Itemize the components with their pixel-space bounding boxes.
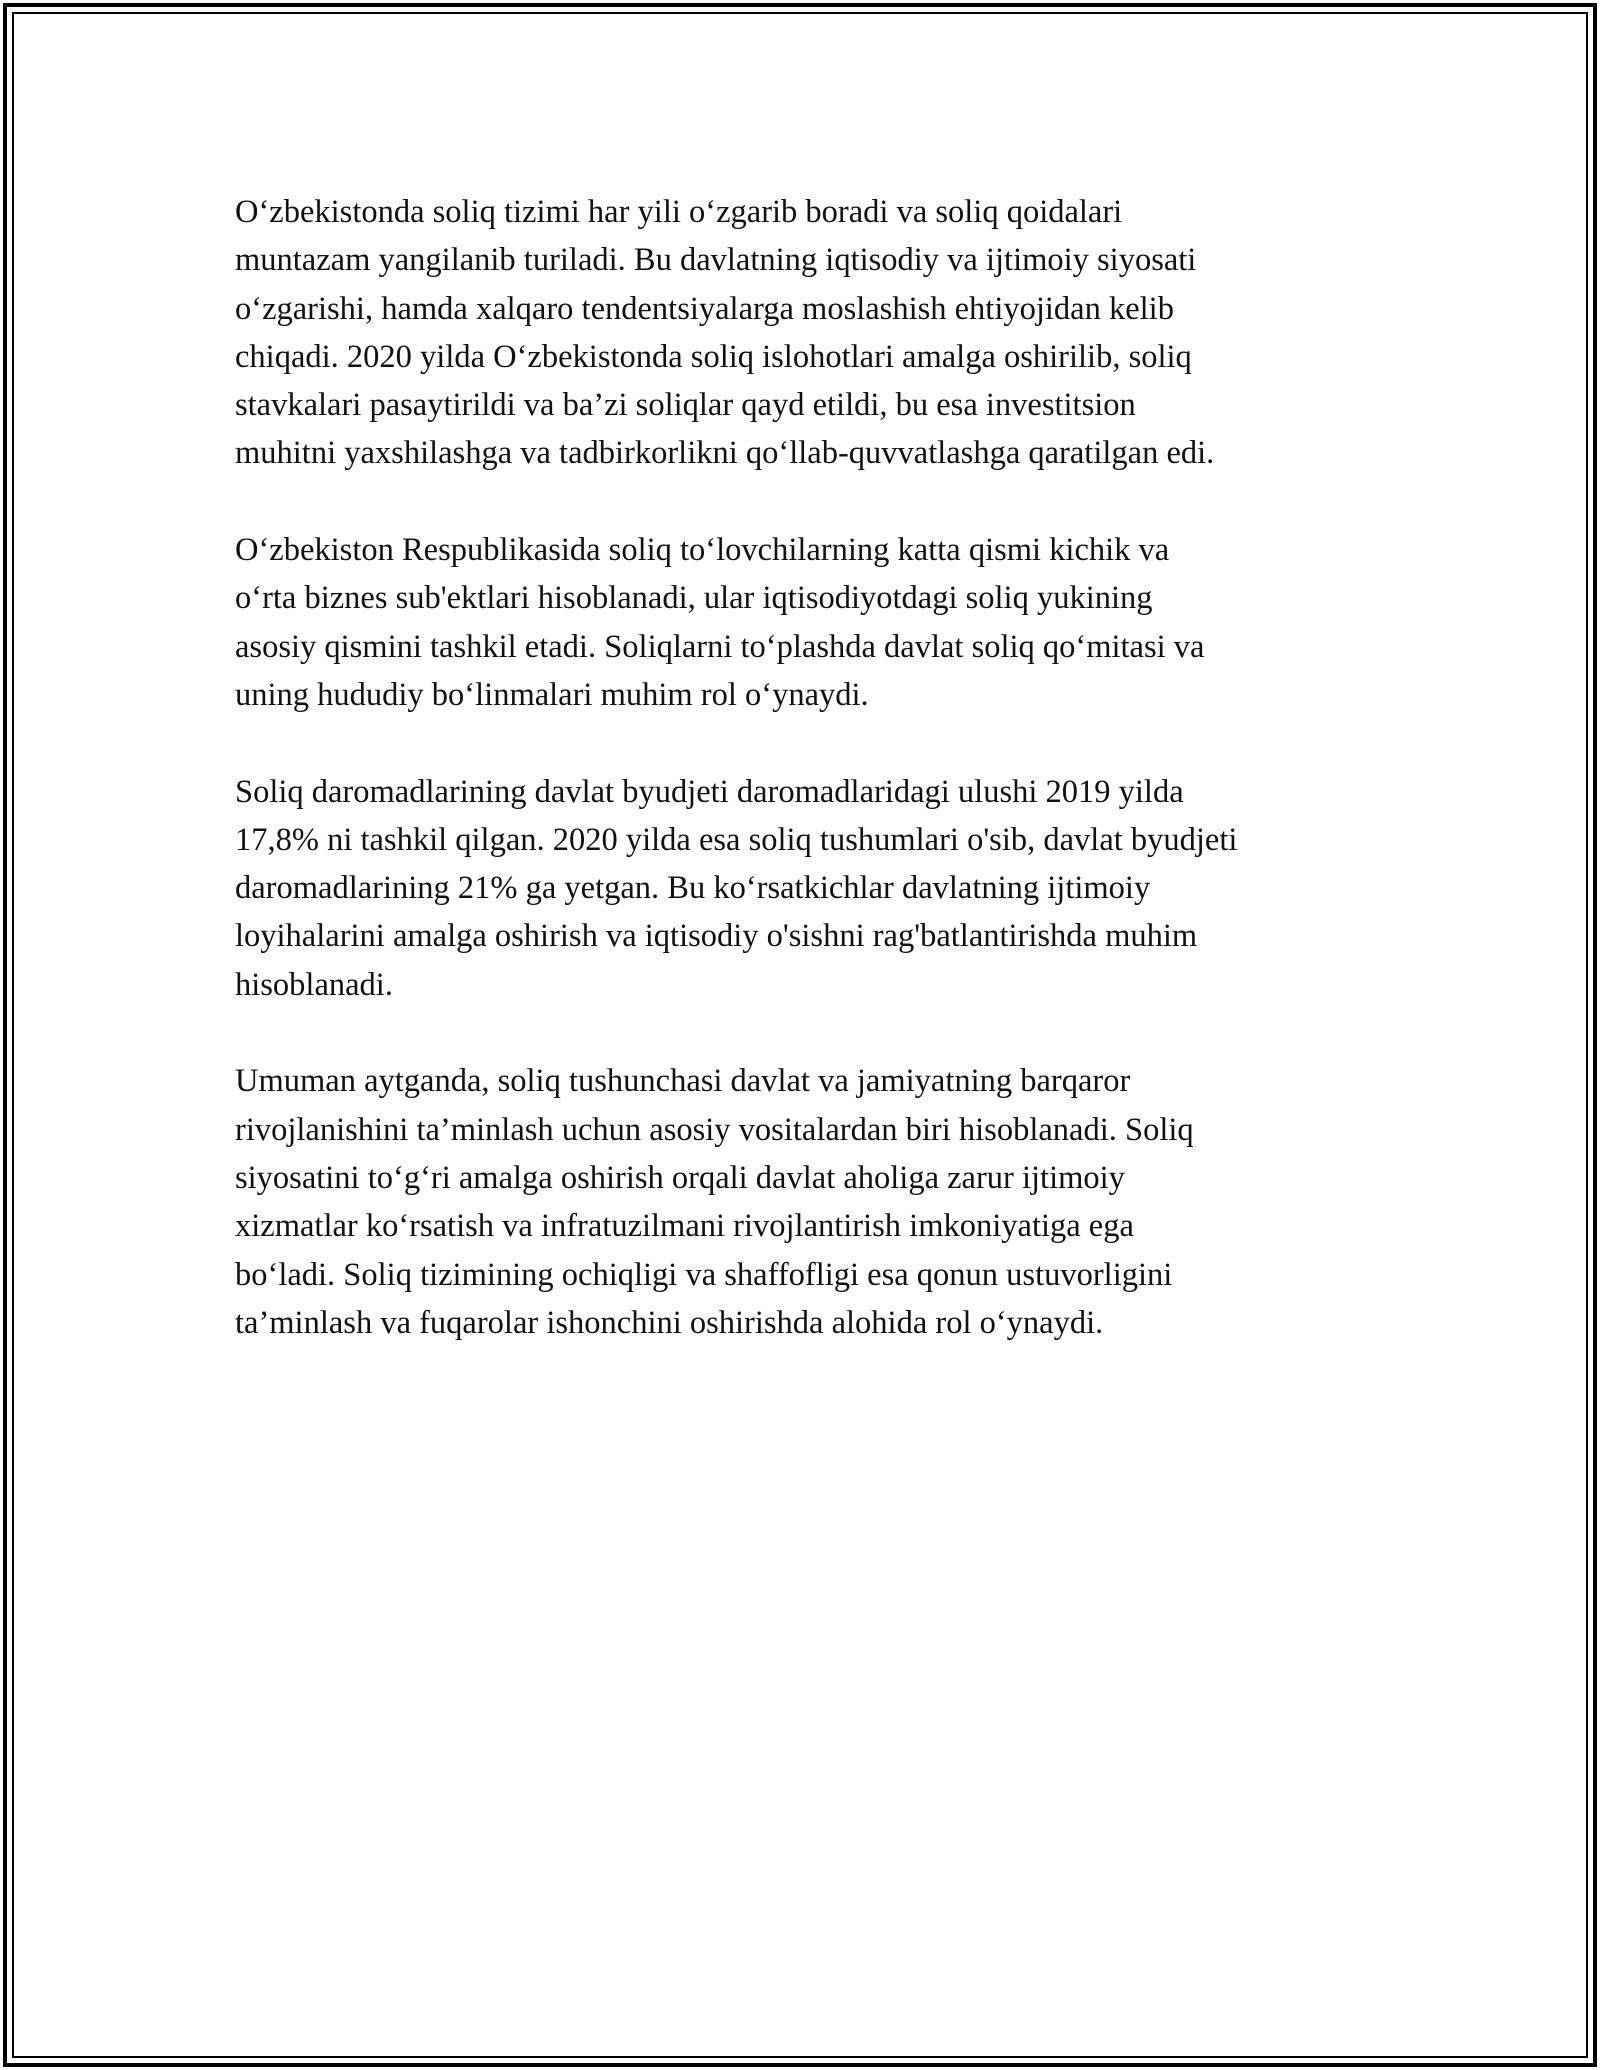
text-line: bo‘ladi. Soliq tizimining ochiqligi va shaffofligi esa qonun ustuvorligini (235, 1256, 1173, 1293)
text-line: muhitni yaxshilashga va tadbirkorlikni qo‘llab-quvvatlashga qaratilgan edi. (235, 435, 1215, 472)
text-line: hisoblanadi. (235, 966, 393, 1003)
text-line: rivojlanishini ta’minlash uchun asosiy vositalardan biri hisoblanadi. Soliq (235, 1111, 1194, 1148)
text-line: asosiy qismini tashkil etadi. Soliqlarni to‘plashda davlat soliq qo‘mitasi va (235, 628, 1205, 665)
text-line: o‘rta biznes sub'ektlari hisoblanadi, ular iqtisodiyotdagi soliq yukining (235, 580, 1153, 617)
text-line: 17,8% ni tashkil qilgan. 2020 yilda esa soliq tushumlari o'sib, davlat byudjeti (235, 821, 1238, 858)
text-line: o‘zgarishi, hamda xalqaro tendentsiyalarga moslashish ehtiyojidan kelib (235, 290, 1174, 327)
text-line: ta’minlash va fuqarolar ishonchini oshirishda alohida rol o‘ynaydi. (235, 1304, 1104, 1341)
paragraph-3 (235, 768, 1375, 1009)
paragraph-2 (235, 526, 1375, 719)
text-line: muntazam yangilanib turiladi. Bu davlatning iqtisodiy va ijtimoiy siyosati (235, 242, 1197, 279)
document-body (235, 188, 1375, 1395)
text-line: O‘zbekiston Respublikasida soliq to‘lovchilarning katta qismi kichik va (235, 532, 1170, 569)
text-line: siyosatini to‘g‘ri amalga oshirish orqali davlat aholiga zarur ijtimoiy (235, 1159, 1125, 1196)
text-line: uning hududiy bo‘linmalari muhim rol o‘ynaydi. (235, 676, 869, 713)
paragraph-1 (235, 188, 1375, 478)
text-line: daromadlarining 21% ga yetgan. Bu ko‘rsatkichlar davlatning ijtimoiy (235, 870, 1151, 907)
text-line: loyihalarini amalga oshirish va iqtisodiy o'sishni rag'batlantirishda muhim (235, 918, 1198, 955)
paragraph-4 (235, 1057, 1375, 1347)
text-line: O‘zbekistonda soliq tizimi har yili o‘zgarib boradi va soliq qoidalari (235, 194, 1123, 230)
text-line: Soliq daromadlarining davlat byudjeti daromadlaridagi ulushi 2019 yilda (235, 773, 1184, 810)
text-line: xizmatlar ko‘rsatish va infratuzilmani rivojlantirish imkoniyatiga ega (235, 1208, 1134, 1245)
text-line: chiqadi. 2020 yilda O‘zbekistonda soliq islohotlari amalga oshirilib, soliq (235, 338, 1192, 375)
text-line: stavkalari pasaytirildi va ba’zi soliqlar qayd etildi, bu esa investitsion (235, 387, 1136, 424)
text-line: Umuman aytganda, soliq tushunchasi davlat va jamiyatning barqaror (235, 1063, 1131, 1100)
